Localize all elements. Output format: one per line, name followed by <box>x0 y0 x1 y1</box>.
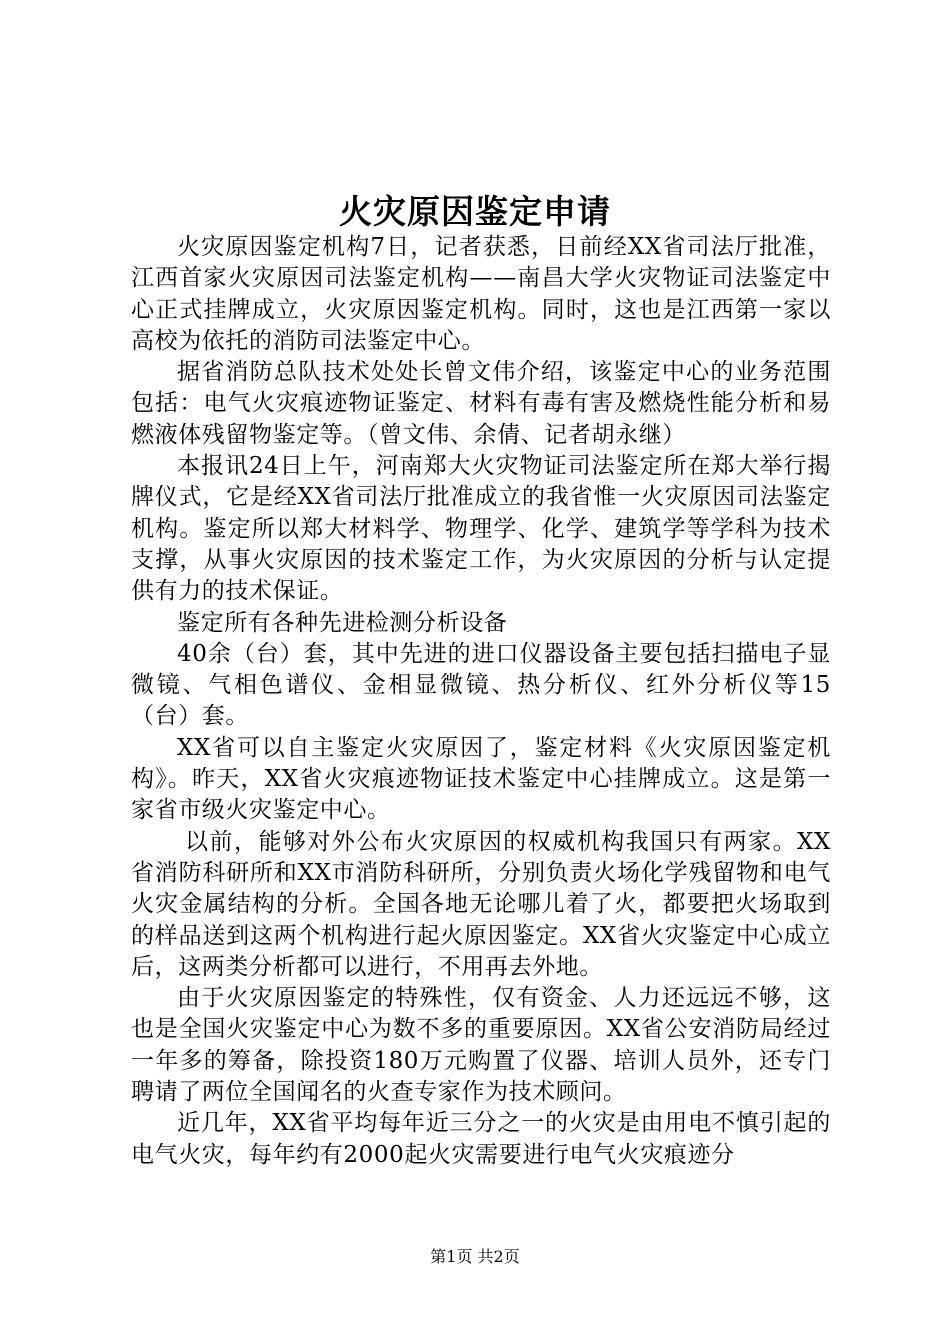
paragraph-7: 以前，能够对外公布火灾原因的权威机构我国只有两家。XX省消防科研所和XX市消防科研所，分别负责火场化学残留物和电气火灾金属结构的分析。全国各地无论哪儿着了火，都要把火场取到的样品送到这两个机构进行起火原因鉴定。XX省火灾鉴定中心成立后，这两类分析都可以进行，不用再去外地。 <box>131 828 831 980</box>
paragraph-4: 鉴定所有各种先进检测分析设备 <box>177 609 508 636</box>
paragraph-2: 据省消防总队技术处处长曾文伟介绍，该鉴定中心的业务范围包括：电气火灾痕迹物证鉴定、材料有毒有害及燃烧性能分析和易燃液体残留物鉴定等。（曾文伟、余倩、记者胡永继） <box>131 359 831 448</box>
paragraph-1: 火灾原因鉴定机构7日，记者获悉，日前经XX省司法厅批准，江西首家火灾原因司法鉴定机构——南昌大学火灾物证司法鉴定中心正式挂牌成立，火灾原因鉴定机构。同时，这也是江西第一家以高校为依托的消防司法鉴定中心。 <box>131 234 831 354</box>
paragraph-3: 本报讯24日上午，河南郑大火灾物证司法鉴定所在郑大举行揭牌仪式，它是经XX省司法厅批准成立的我省惟一火灾原因司法鉴定机构。鉴定所以郑大材料学、物理学、化学、建筑学等学科为技术支撑，从事火灾原因的技术鉴定工作，为火灾原因的分析与认定提供有力的技术保证。 <box>131 453 831 605</box>
document-body <box>131 232 831 1171</box>
page-title: 火灾原因鉴定申请 <box>339 192 611 231</box>
paragraph-6: XX省可以自主鉴定火灾原因了，鉴定材料《火灾原因鉴定机构》。昨天，XX省火灾痕迹物证技术鉴定中心挂牌成立。这是第一家省市级火灾鉴定中心。 <box>131 734 831 824</box>
paragraph-8: 由于火灾原因鉴定的特殊性，仅有资金、人力还远远不够，这也是全国火灾鉴定中心为数不多的重要原因。XX省公安消防局经过一年多的筹备，除投资180万元购置了仪器、培训人员外，还专门聘请了两位全国闻名的火查专家作为技术顾问。 <box>131 985 831 1106</box>
page-footer: 第1页 共2页 <box>430 1247 520 1266</box>
paragraph-9: 近几年，XX省平均每年近三分之一的火灾是由用电不慎引起的电气火灾，每年约有2000起火灾需要进行电气火灾痕迹分 <box>131 1110 831 1168</box>
paragraph-5: 40余（台）套，其中先进的进口仪器设备主要包括扫描电子显微镜、气相色谱仪、金相显微镜、热分析仪、红外分析仪等15（台）套。 <box>131 640 831 730</box>
